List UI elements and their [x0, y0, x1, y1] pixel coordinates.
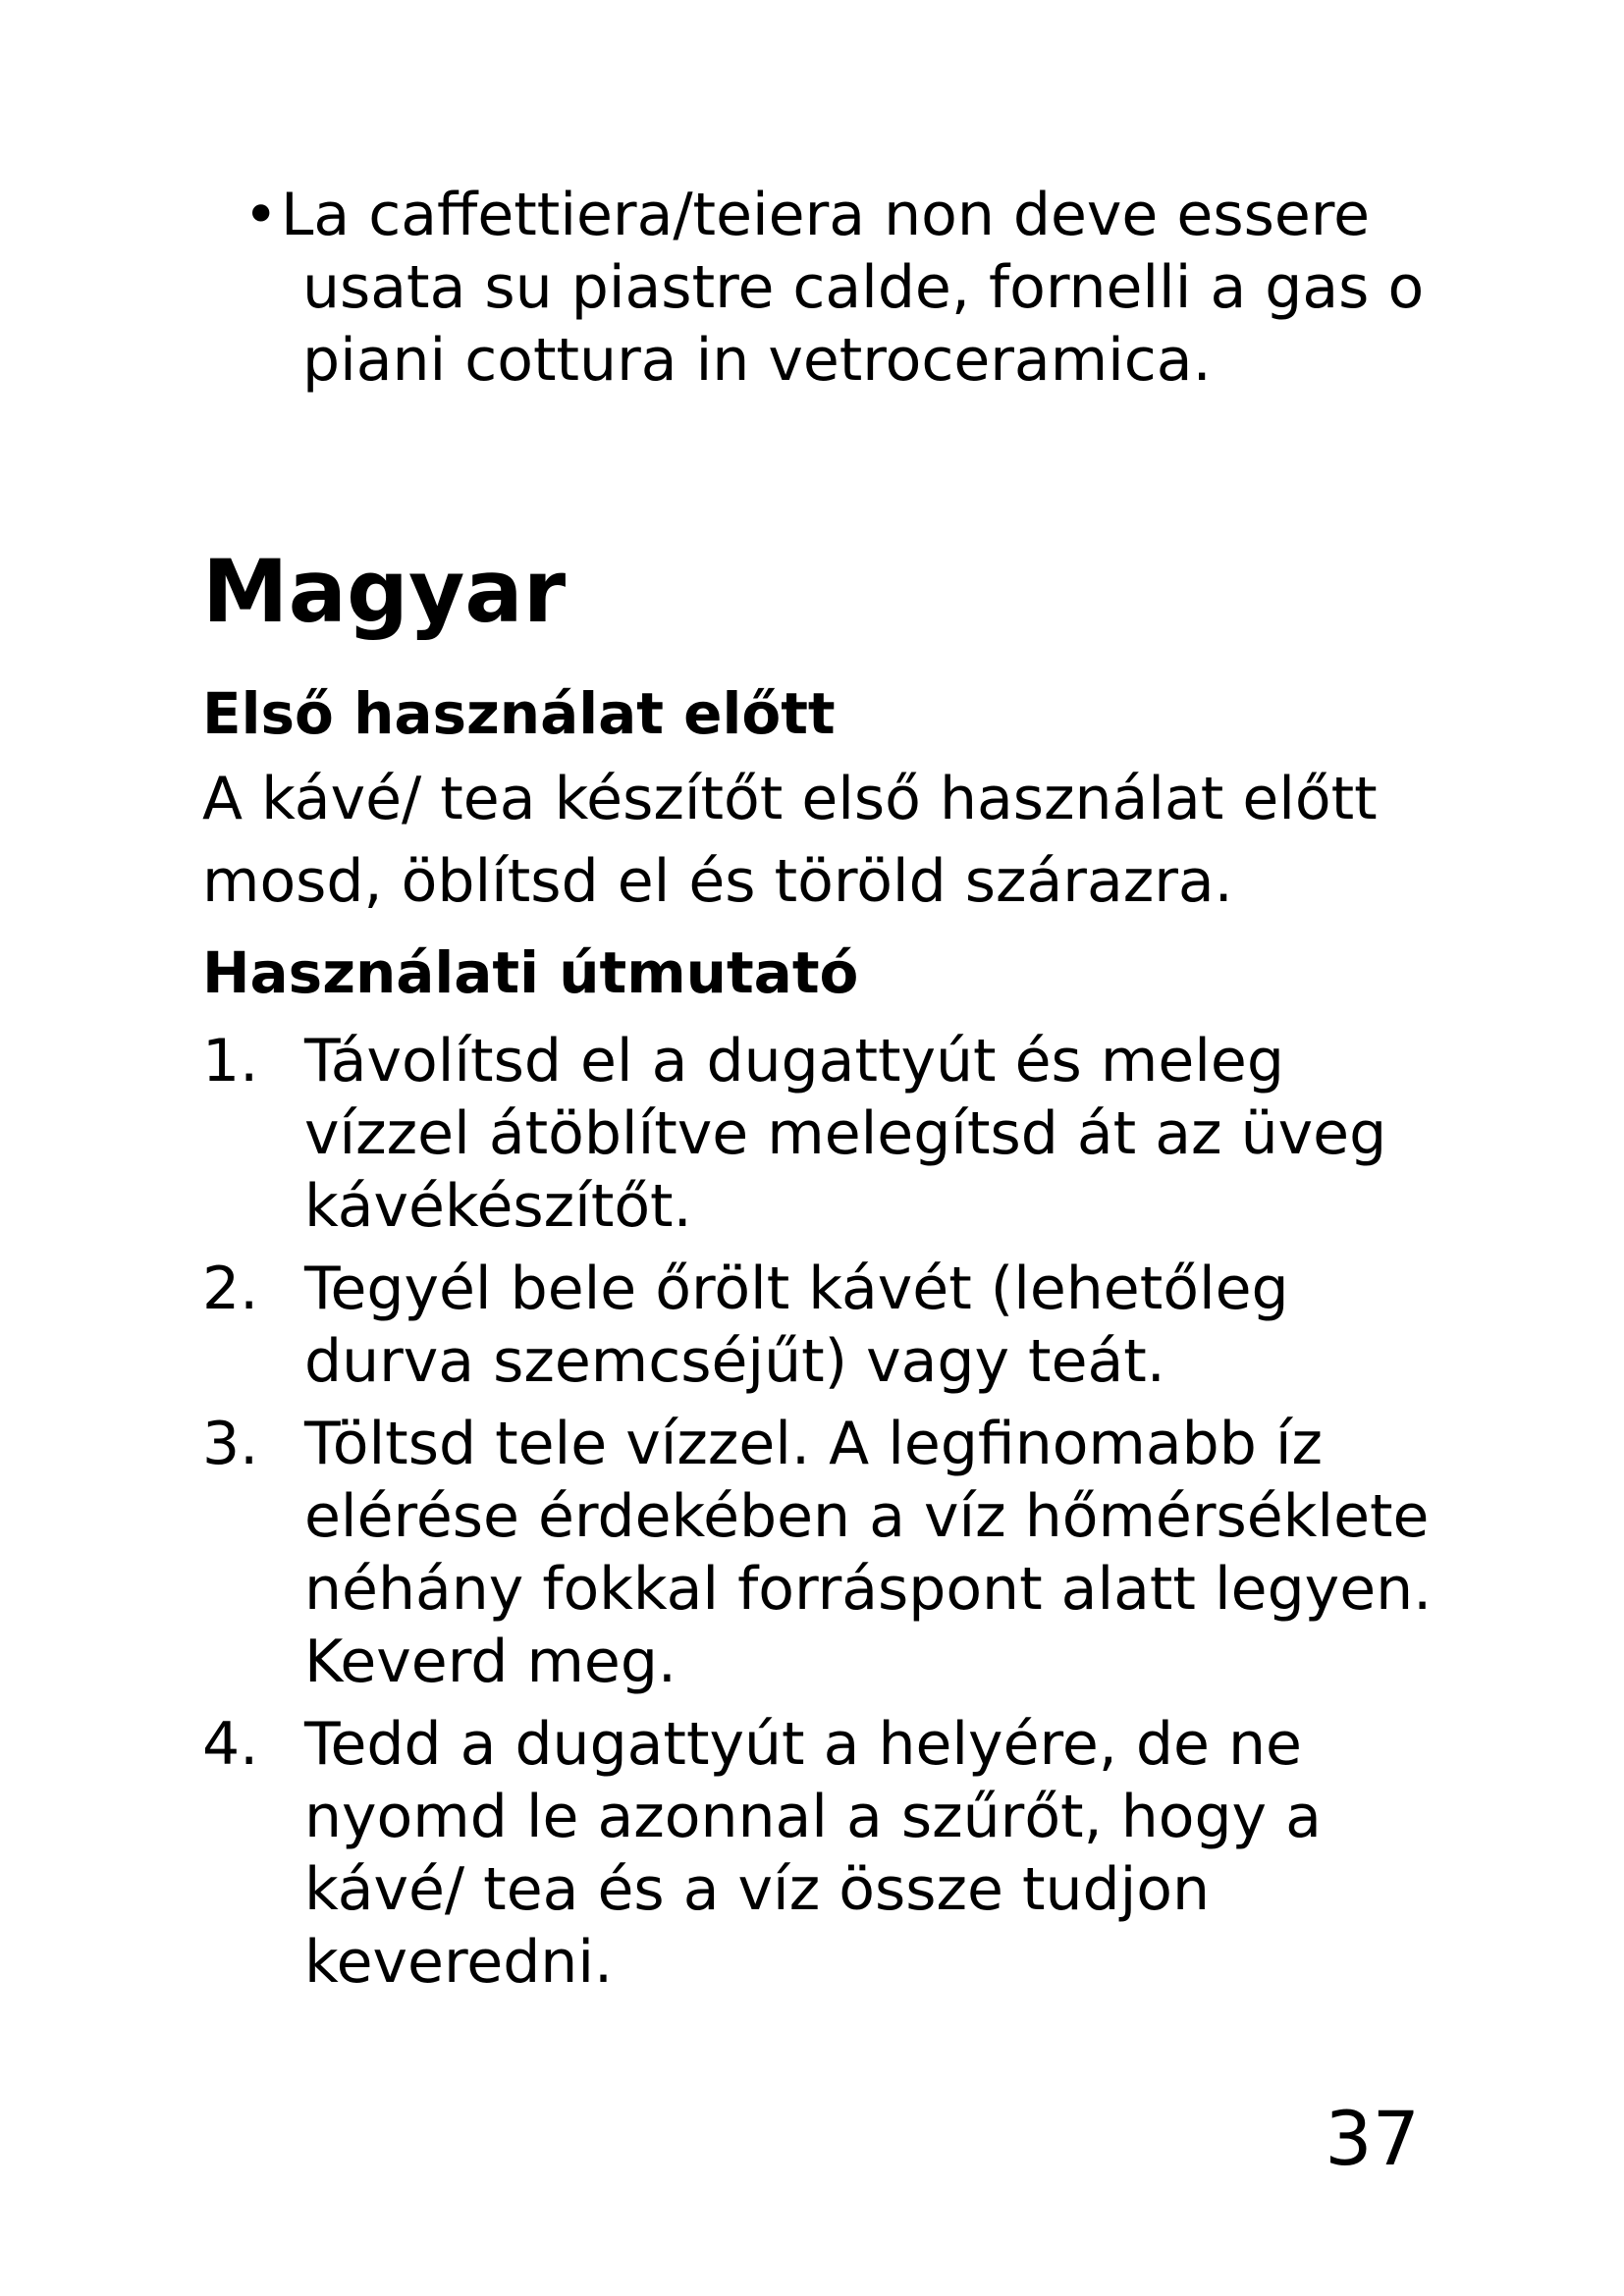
- list-item: [202, 1025, 1439, 1243]
- step-text: Távolítsd el a dugattyút és meleg vízzel átöblítve melegítsd át az üveg kávékészítőt.: [304, 1027, 1387, 1241]
- step-text: Tegyél bele őrölt kávét (lehetőleg durva szemcséjűt) vagy teát.: [304, 1255, 1289, 1396]
- page-number: 37: [1325, 2095, 1420, 2182]
- step-number: 2.: [202, 1255, 259, 1323]
- before-first-use-heading: Első használat előtt: [202, 680, 836, 747]
- before-first-use-text: A kávé/ tea készítőt első használat előtt mosd, öblítsd el és töröld szárazra.: [202, 765, 1378, 916]
- step-text: Tedd a dugattyút a helyére, de ne nyomd le azonnal a szűrőt, hogy a kávé/ tea és a víz össze tudjon keveredni.: [304, 1710, 1322, 1997]
- bullet-marker: •: [244, 181, 279, 249]
- step-text: Töltsd tele vízzel. A legfinomabb íz elérése érdekében a víz hőmérséklete néhány fokkal forráspont alatt legyen. Keverd meg.: [304, 1410, 1433, 1696]
- bullet-text: [244, 179, 1441, 397]
- bullet-text-rest: usata su piastre calde, fornelli a gas o piani cottura in vetroceramica.: [302, 253, 1425, 395]
- list-item: [202, 1708, 1439, 1999]
- step-number: 4.: [202, 1710, 259, 1779]
- instructions-list: [202, 1025, 1439, 2008]
- list-item: [202, 1253, 1439, 1398]
- list-item: [202, 1408, 1439, 1698]
- instructions-heading: Használati útmutató: [202, 939, 859, 1006]
- step-number: 1.: [202, 1027, 259, 1095]
- section-title: Magyar: [202, 541, 567, 642]
- italian-bullet-item: [244, 179, 1441, 397]
- step-number: 3.: [202, 1410, 259, 1478]
- bullet-text-line1: La caffettiera/teiera non deve essere: [281, 181, 1371, 249]
